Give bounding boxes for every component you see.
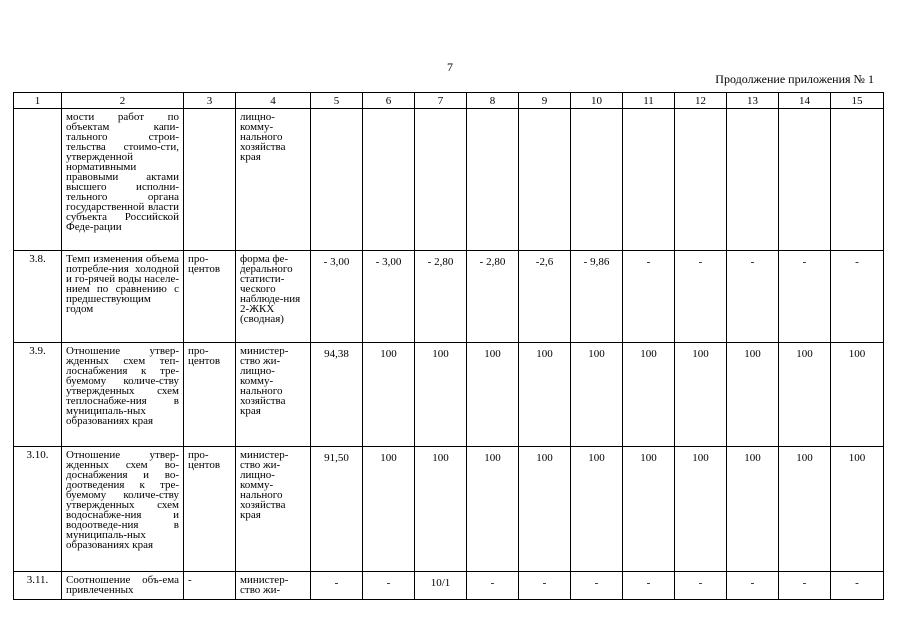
indicator-name: Соотношение объ-ема привлеченных: [62, 572, 184, 600]
indicator-value: - 3,00: [311, 251, 363, 343]
indicator-value: 100: [363, 447, 415, 572]
indicator-value: 100: [831, 343, 884, 447]
indicator-value: 100: [415, 343, 467, 447]
indicator-value: 100: [623, 447, 675, 572]
indicator-value: 100: [831, 447, 884, 572]
indicator-source: министер-ство жи-: [236, 572, 311, 600]
column-header: 7: [415, 93, 467, 109]
indicator-value: -: [727, 572, 779, 600]
indicator-value: 100: [675, 447, 727, 572]
indicator-number: 3.9.: [14, 343, 62, 447]
indicator-value: [571, 109, 623, 251]
indicator-value: -2,6: [519, 251, 571, 343]
appendix-continuation-caption: Продолжение приложения № 1: [715, 72, 874, 86]
indicator-value: - 9,86: [571, 251, 623, 343]
indicator-value: -: [675, 572, 727, 600]
indicator-value: [311, 109, 363, 251]
indicator-value: - 3,00: [363, 251, 415, 343]
indicator-value: 100: [571, 447, 623, 572]
indicator-value: -: [623, 572, 675, 600]
indicator-value: -: [727, 251, 779, 343]
indicator-value: [467, 109, 519, 251]
indicator-value: -: [623, 251, 675, 343]
indicator-name: Отношение утвер-жденных схем теп-лоснабжения к тре-буемому количе-ству утвержденных схем теплоснабже-ния в муниципаль-ных образованиях края: [62, 343, 184, 447]
indicator-value: -: [831, 572, 884, 600]
indicator-number: [14, 109, 62, 251]
indicator-value: 10/1: [415, 572, 467, 600]
indicator-value: [727, 109, 779, 251]
column-header: 12: [675, 93, 727, 109]
indicator-name: мости работ по объектам капи-тального строи-тельства стоимо-сти, утвержденной нормативными правовыми актами высшего исполни-тельного органа государственной власти субъекта Российской Феде-рации: [62, 109, 184, 251]
indicator-source: лищно-комму-нального хозяйства края: [236, 109, 311, 251]
indicator-source: форма фе-дерального статисти-ческого наблюде-ния 2-ЖКХ (сводная): [236, 251, 311, 343]
indicator-value: [519, 109, 571, 251]
column-header: 15: [831, 93, 884, 109]
indicator-value: -: [675, 251, 727, 343]
indicator-number: 3.8.: [14, 251, 62, 343]
column-header: 8: [467, 93, 519, 109]
indicator-number: 3.11.: [14, 572, 62, 600]
column-header: 14: [779, 93, 831, 109]
page-number: 7: [447, 60, 453, 74]
table-row: [14, 109, 884, 251]
column-header: 10: [571, 93, 623, 109]
indicator-value: 100: [519, 343, 571, 447]
indicator-value: -: [571, 572, 623, 600]
indicator-value: [415, 109, 467, 251]
column-header: 5: [311, 93, 363, 109]
column-number-row: [14, 93, 884, 109]
indicator-value: 100: [727, 447, 779, 572]
indicator-value: -: [519, 572, 571, 600]
indicator-value: [831, 109, 884, 251]
indicator-value: 100: [571, 343, 623, 447]
indicator-number: 3.10.: [14, 447, 62, 572]
indicator-value: [363, 109, 415, 251]
indicator-source: министер-ство жи-лищно-комму-нального хозяйства края: [236, 343, 311, 447]
indicator-value: 100: [779, 343, 831, 447]
indicator-value: 100: [363, 343, 415, 447]
indicator-value: 94,38: [311, 343, 363, 447]
column-header: 2: [62, 93, 184, 109]
column-header: 13: [727, 93, 779, 109]
indicator-value: 100: [623, 343, 675, 447]
table-row: [14, 343, 884, 447]
table-row: [14, 251, 884, 343]
indicator-value: 100: [779, 447, 831, 572]
indicator-value: [675, 109, 727, 251]
indicator-value: 100: [415, 447, 467, 572]
indicator-value: [779, 109, 831, 251]
indicator-unit: про-центов: [184, 447, 236, 572]
indicator-value: 91,50: [311, 447, 363, 572]
indicator-value: 100: [467, 343, 519, 447]
table-row: [14, 447, 884, 572]
column-header: 11: [623, 93, 675, 109]
indicator-value: -: [467, 572, 519, 600]
indicator-value: -: [831, 251, 884, 343]
indicator-value: -: [779, 251, 831, 343]
indicator-value: -: [779, 572, 831, 600]
indicator-value: -: [363, 572, 415, 600]
indicator-unit: [184, 109, 236, 251]
indicator-unit: про-центов: [184, 251, 236, 343]
column-header: 6: [363, 93, 415, 109]
column-header: 9: [519, 93, 571, 109]
indicator-value: [623, 109, 675, 251]
indicator-source: министер-ство жи-лищно-комму-нального хозяйства края: [236, 447, 311, 572]
indicator-name: Темп изменения объема потребле-ния холодной и го-рячей воды населе-нием по сравнению с предшествующим годом: [62, 251, 184, 343]
column-header: 1: [14, 93, 62, 109]
indicators-table: [13, 92, 884, 600]
indicator-value: 100: [519, 447, 571, 572]
column-header: 3: [184, 93, 236, 109]
indicator-value: 100: [675, 343, 727, 447]
indicator-name: Отношение утвер-жденных схем во-доснабжения и во-доотведения к тре-буемому количе-ству утвержденных схем водоснабже-ния и водоотведе-ния в муниципаль-ных образованиях края: [62, 447, 184, 572]
indicator-unit: про-центов: [184, 343, 236, 447]
indicator-unit: -: [184, 572, 236, 600]
indicator-value: - 2,80: [467, 251, 519, 343]
indicator-value: -: [311, 572, 363, 600]
indicator-value: - 2,80: [415, 251, 467, 343]
table-row: [14, 572, 884, 600]
column-header: 4: [236, 93, 311, 109]
indicator-value: 100: [467, 447, 519, 572]
indicator-value: 100: [727, 343, 779, 447]
